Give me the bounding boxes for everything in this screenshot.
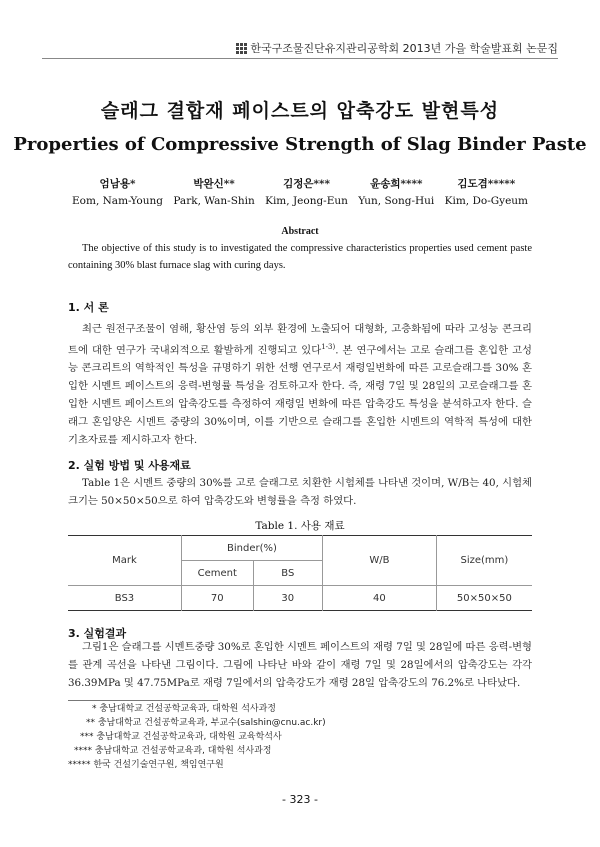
- author-name-korean: 김도겸*****: [457, 178, 516, 190]
- author-name-english: Yun, Song-Hui: [358, 195, 435, 207]
- abstract-text: The objective of this study is to investigated the compressive characteristics properties used cement paste containing 30% blast furnace slag with curing days.: [68, 243, 532, 271]
- author-name-english: Eom, Nam-Young: [72, 195, 164, 207]
- table-cell-mark: BS3: [68, 586, 181, 611]
- table-cell-size: 50×50×50: [456, 592, 512, 604]
- introduction-text-cont: . 본 연구에서는 고로 슬래그를 혼입한 고성능 콘크리트의 역학적인 특성을 규명하기 위한 선행 연구로서 재령일변화에 따른 고로슬래그를 30% 혼입한 시멘트 페이스트의 응력-변형률 특성을 검토하고자 한다. 즉, 재령 7일 및 28일의 고로슬래그를 혼입한 시멘트 페이스트의 압축강도를 측정하여 재령일 변화에 따른 압축강도 특성을 분석하고자 한다. 슬래그 혼입양은 시멘트 중량의 30%이며, 이를 기반으로 슬래그를 혼입한 시멘트의 역학적 특성에 대한 기초자료를 제시하고자 한다.: [68, 344, 532, 447]
- introduction-paragraph: [68, 320, 532, 449]
- author-name-korean: 엄남용*: [99, 178, 136, 190]
- results-paragraph: 그림1은 슬래그를 시멘트중량 30%로 혼입한 시멘트 페이스트의 재령 7일 및 28일에 따른 응력-변형를 관계 곡선을 나타낸 그림이다. 그림에 나타난 바와 같이 재령 7일 및 28일에서의 압축강도는 각각 36.39MPa 및 47.75MPa로 재령 7일에서의 압축강도가 재령 28일 압축강도의 76.2%로 나타났다.: [68, 641, 532, 689]
- footnote: * 충남대학교 건설공학교육과, 대학원 석사과정: [92, 704, 276, 714]
- author: [173, 176, 254, 210]
- footnote: ***** 한국 건설기술연구원, 책임연구원: [68, 760, 224, 770]
- table-header-mark: Mark: [68, 536, 181, 586]
- footnote-divider: [68, 700, 218, 701]
- author-name-english: Kim, Do-Gyeum: [444, 195, 528, 207]
- table-header-size: Size(mm): [460, 555, 509, 566]
- author-name-english: Kim, Jeong-Eun: [265, 195, 348, 207]
- journal-title: 한국구조물진단유지관리공학회 2013년 가을 학술발표회 논문집: [250, 42, 558, 55]
- author-name-korean: 윤송희****: [370, 178, 423, 190]
- journal-logo-icon: [236, 43, 246, 53]
- author: [265, 176, 348, 210]
- header-divider: [42, 58, 558, 59]
- footnote: *** 충남대학교 건설공학교육과, 대학원 교육학석사: [80, 732, 282, 742]
- author: [358, 176, 434, 210]
- section-heading-methods: 2. 실험 방법 및 사용재료: [68, 459, 191, 472]
- author-list: [72, 176, 528, 210]
- journal-header: [236, 40, 558, 56]
- table-header-bs: BS: [253, 561, 322, 586]
- table-header-cement: Cement: [181, 561, 253, 586]
- table-cell-cement: 70: [181, 586, 253, 611]
- methods-paragraph: Table 1은 시멘트 중량의 30%를 고로 슬래그로 치환한 시험체를 나타낸 것이며, W/B는 40, 시험체 크기는 50×50×50으로 하여 압축강도와 변형률을 측정 하였다.: [68, 477, 532, 507]
- table-cell-wb: 40: [323, 586, 437, 611]
- footnote: ** 충남대학교 건설공학교육과, 부교수(salshin@cnu.ac.kr): [86, 718, 326, 728]
- table-header-binder: Binder(%): [181, 536, 322, 561]
- introduction-text: 최근 원전구조물이 염해, 황산염 등의 외부 환경에 노출되어 대형화, 고층화됨에 따라 고성능 콘크리트에 대한 연구가 국내외적으로 활발하게 진행되고 있다: [68, 323, 532, 357]
- table-row: [68, 586, 532, 611]
- paper-title-english: Properties of Compressive Strength of Slag Binder Paste: [13, 134, 587, 155]
- reference-marker: 1-3): [321, 343, 336, 351]
- table-header-wb: W/B: [323, 536, 437, 586]
- materials-table: [68, 535, 532, 611]
- abstract-heading: Abstract: [281, 226, 319, 237]
- paper-title-korean: 슬래그 결합재 페이스트의 압축강도 발현특성: [100, 100, 500, 122]
- section-heading-introduction: 1. 서 론: [68, 301, 109, 314]
- author-name-korean: 김정은***: [283, 178, 330, 190]
- page-number: - 323 -: [282, 793, 318, 806]
- table-caption: Table 1. 사용 재료: [255, 520, 345, 532]
- author: [445, 176, 528, 210]
- author-name-english: Park, Wan-Shin: [173, 195, 255, 207]
- table-cell-bs: 30: [253, 586, 322, 611]
- footnote: **** 충남대학교 건설공학교육과, 대학원 석사과정: [74, 746, 272, 756]
- section-heading-results: 3. 실험결과: [68, 627, 127, 640]
- author-name-korean: 박완신**: [193, 178, 235, 190]
- author: [72, 176, 163, 210]
